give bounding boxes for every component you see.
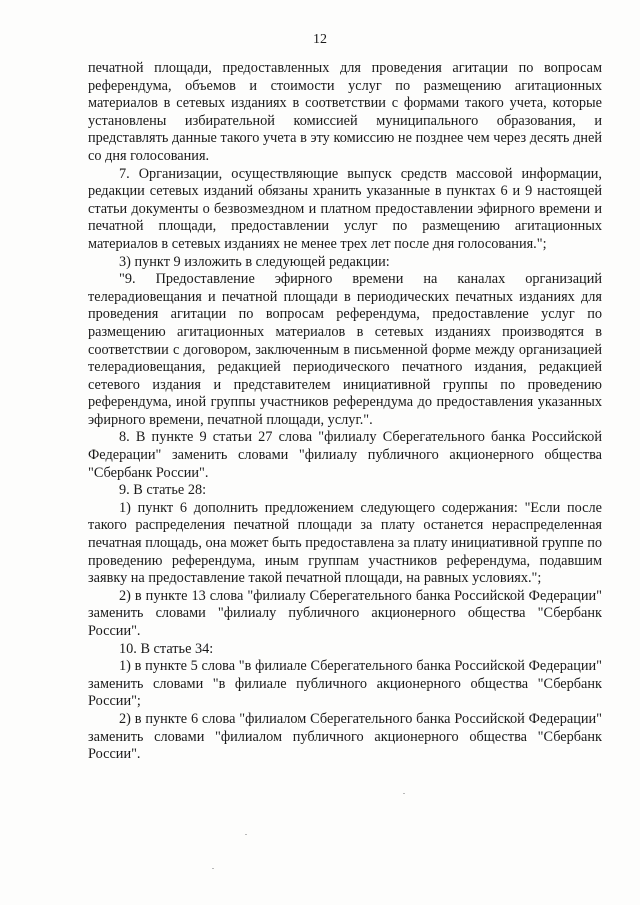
scan-speck [245,834,247,835]
paragraph-quoted-item-9: "9. Предоставление эфирного времени на каналах организаций телерадиовещания и печатной площади в периодических печатных изданиях для проведения агитации по вопросам референдума, предоставление услуг по размещению агитационных материалов в сетевых изданиях производятся в соответствии с договором, заключенным в письменной форме между организацией телерадиовещания, редакцией периодического печатного издания, редакцией сетевого издания и представителем инициативной группы по проведению референдума, иной группы участников референдума до предоставления указанных эфирного времени, печатной площади, услуг.". [88,271,602,428]
paragraph-item-9-heading: 9. В статье 28: [119,482,207,499]
paragraph-item-10-heading: 10. В статье 34: [119,640,214,657]
paragraph-item-10-sub-1: 1) в пункте 5 слова "в филиале Сберегательного банка Российской Федерации" заменить словами "в филиале публичного акционерного общества "Сбербанк России"; [88,658,602,710]
scan-speck [212,868,214,869]
document-body [88,60,602,764]
paragraph-subitem-3: 3) пункт 9 изложить в следующей редакции: [119,253,390,270]
paragraph-item-9-sub-2: 2) в пункте 13 слова "филиалу Сберегательного банка Российской Федерации" заменить словами "филиалу публичного акционерного общества "Сбербанк России". [88,587,602,639]
page-number: 12 [313,32,327,47]
paragraph-item-10-sub-2: 2) в пункте 6 слова "филиалом Сберегательного банка Российской Федерации" заменить словами "филиалом публичного акционерного общества "Сбербанк России". [88,710,602,763]
paragraph-item-8: 8. В пункте 9 статьи 27 слова "филиалу Сберегательного банка Российской Федерации" заменить словами "филиалу публичного акционерного общества "Сбербанк России". [88,429,602,481]
paragraph-continuation: печатной площади, предоставленных для проведения агитации по вопросам референдума, объемов и стоимости услуг по размещению агитационных материалов в сетевых изданиях в соответствии с формами такого учета, которые установлены избирательной комиссией муниципального образования, и представлять данные такого учета в эту комиссию не позднее чем через десять дней со дня голосования. [88,60,602,164]
scan-speck [403,793,405,794]
paragraph-item-7: 7. Организации, осуществляющие выпуск средств массовой информации, редакции сетевых изданий обязаны хранить указанные в пунктах 6 и 9 настоящей статьи документы о безвозмездном и платном предоставлении эфирного времени и печатной площади, предоставлении услуг по размещению агитационных материалов в сетевых изданиях не менее трех лет после дня голосования."; [88,165,602,252]
paragraph-item-9-sub-1: 1) пункт 6 дополнить предложением следующего содержания: "Если после такого распределения печатной площади за плату останется нераспределенная печатная площадь, она может быть предоставлена за плату инициативной группе по проведению референдума, иным группам участников референдума, подавшим заявку на предоставление такой печатной площади, на равных условиях."; [88,499,602,587]
